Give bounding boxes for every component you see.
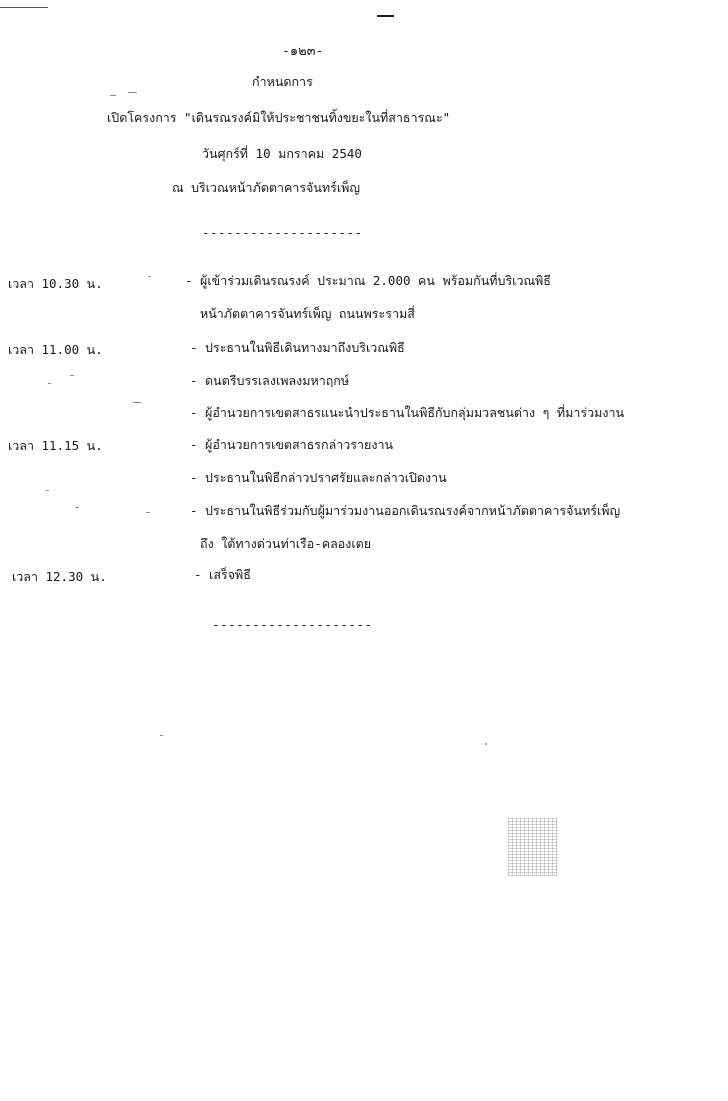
scan-edge-line (0, 7, 48, 8)
item-1115-2: - ประธานในพิธีกล่าวปราศรัยและกล่าวเปิดงาน (190, 470, 447, 485)
scan-mark (377, 15, 394, 17)
item-1100-1: - ประธานในพิธีเดินทางมาถึงบริเวณพิธี (190, 340, 405, 355)
item-1115-3: - ประธานในพิธีร่วมกับผู้มาร่วมงานออกเดินรณรงค์จากหน้าภัตตาคารจันทร์เพ็ญ (190, 503, 621, 518)
item-1115-1: - ผู้อำนวยการเขตสาธรกล่าวรายงาน (190, 437, 394, 452)
heading-date: วันศุกร์ที่ 10 มกราคม 2540 (202, 146, 362, 161)
heading-project: เปิดโครงการ "เดินรณรงค์มิให้ประชาชนทิ้งขยะในที่สาธารณะ" (107, 110, 451, 125)
item-1230-1: - เสร็จพิธี (194, 567, 251, 582)
separator-line: -------------------- (202, 225, 363, 240)
scan-speck (46, 490, 49, 491)
scan-speck (485, 743, 487, 745)
heading-title: กำหนดการ (252, 74, 313, 89)
scan-speck (110, 95, 116, 96)
item-1100-2: - ดนตรีบรรเลงเพลงมหาฤกษ์ (190, 373, 350, 388)
scan-speck (133, 402, 141, 403)
item-1100-3: - ผู้อำนวยการเขตสาธรแนะนำประธานในพิธีกับกลุ่มมวลชนต่าง ๆ ที่มาร่วมงาน (190, 405, 625, 420)
time-1100: เวลา 11.00 น. (8, 342, 103, 357)
scan-speck (146, 512, 150, 513)
item-1030-2: หน้าภัตตาคารจันทร์เพ็ญ ถนนพระรามสี่ (200, 306, 415, 321)
scan-speck (128, 92, 137, 93)
scan-speck (160, 735, 163, 736)
end-separator-line: -------------------- (212, 617, 373, 632)
scan-speck (75, 507, 79, 508)
page-number: -๑๒๓- (282, 44, 324, 59)
heading-location: ณ บริเวณหน้าภัตตาคารจันทร์เพ็ญ (172, 180, 361, 195)
time-1030: เวลา 10.30 น. (8, 276, 103, 291)
scan-speck (48, 383, 51, 384)
scan-speck (70, 375, 74, 376)
time-1230: เวลา 12.30 น. (12, 569, 107, 584)
item-1030-1: - ผู้เข้าร่วมเดินรณรงค์ ประมาณ 2.000 คน พร้อมกันที่บริเวณพิธี (185, 273, 551, 288)
stamp-noise (508, 818, 558, 876)
item-1115-4: ถึง ใต้ทางด่วนท่าเรือ-คลองเตย (200, 536, 372, 551)
time-1115: เวลา 11.15 น. (8, 438, 103, 453)
scan-speck (148, 276, 151, 277)
